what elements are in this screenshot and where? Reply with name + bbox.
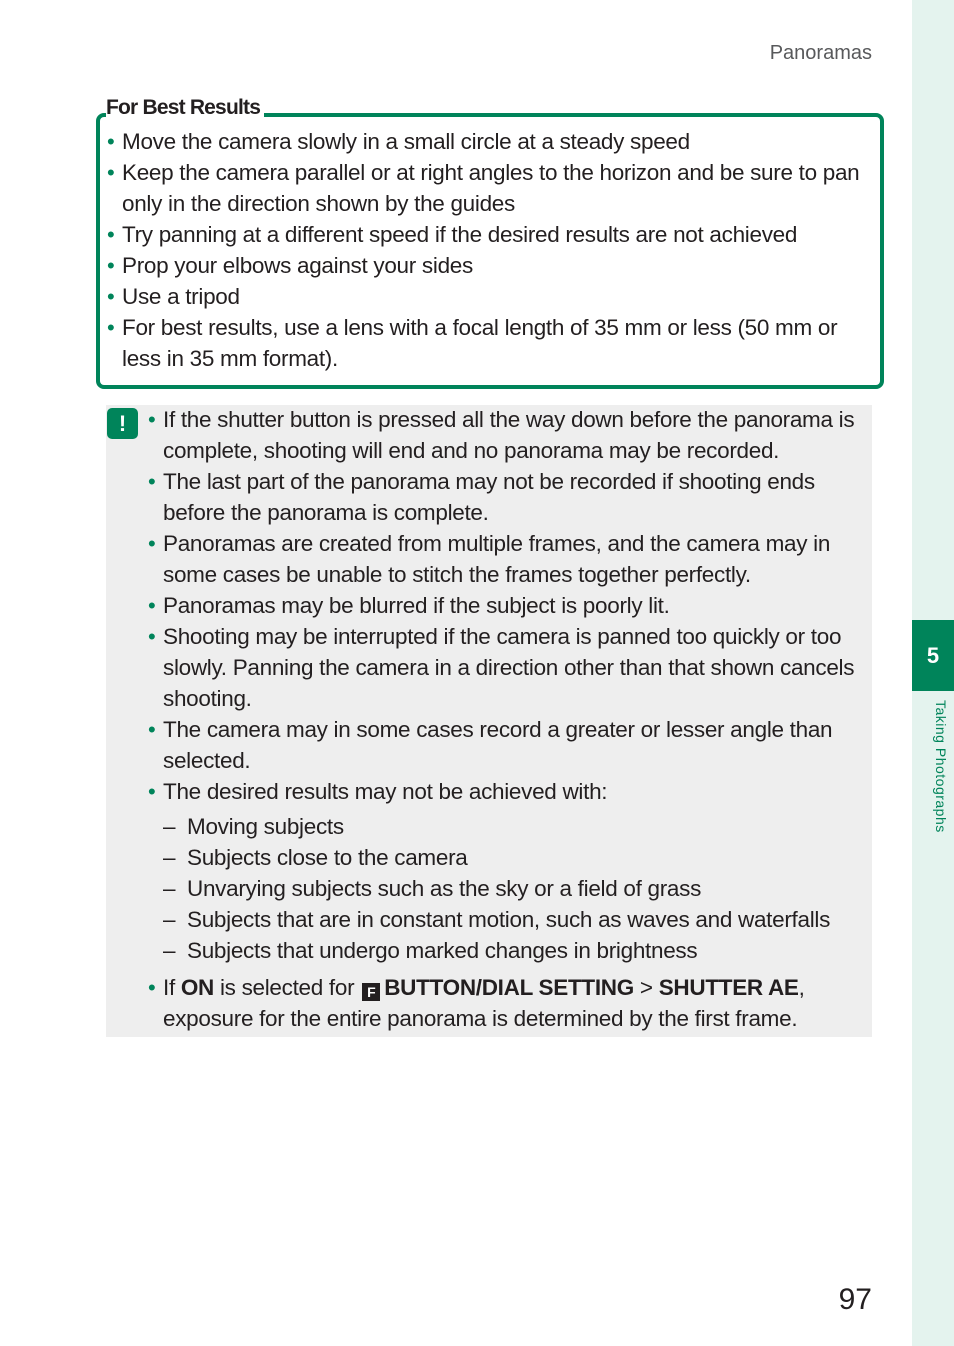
dash-icon: – [163,876,176,901]
bullet-icon: • [107,315,115,340]
bullet-icon: • [107,222,115,247]
caution-list [148,404,868,1034]
sublist [163,811,868,966]
list-item [148,528,868,590]
bullet-icon: • [148,624,156,649]
text-fragment: If [163,975,181,1000]
sublist-item-text: Subjects that undergo marked changes in brightness [187,938,698,963]
dash-icon: – [163,814,176,839]
list-item [148,714,868,776]
list-item [148,972,868,1034]
dash-icon: – [163,938,176,963]
bullet-icon: • [148,975,156,1000]
list-item-text: If the shutter button is pressed all the way down before the panorama is complete, shooting will end and no panorama may be recorded. [163,407,855,463]
list-item-text: Shooting may be interrupted if the camera is panned too quickly or too slowly. Panning the camera in a direction other than that shown cancels shooting. [163,624,855,711]
list-item [107,157,873,219]
bullet-icon: • [148,779,156,804]
list-item [148,404,868,466]
sublist-item-text: Moving subjects [187,814,344,839]
list-item-text: Use a tripod [122,284,240,309]
bullet-icon: • [148,469,156,494]
text-fragment: , exposure for the entire panorama is determined by the first frame. [163,975,805,1031]
bullet-icon: • [107,253,115,278]
setting-name: BUTTON/DIAL SETTING [384,975,634,1000]
sublist-item [163,873,868,904]
list-item-text: The camera may in some cases record a greater or lesser angle than selected. [163,717,833,773]
sublist-item [163,904,868,935]
list-item [148,590,868,621]
list-item-text: Panoramas are created from multiple frames, and the camera may in some cases be unable to stitch the frames together perfectly. [163,531,831,587]
list-item-text: The last part of the panorama may not be recorded if shooting ends before the panorama is complete. [163,469,815,525]
best-results-list [107,126,873,374]
function-button-icon: F [362,983,380,1001]
chapter-number-tab: 5 [912,620,954,691]
bullet-icon: • [148,717,156,742]
bullet-icon: • [148,407,156,432]
list-item-text: Prop your elbows against your sides [122,253,473,278]
list-item-text: Move the camera slowly in a small circle at a steady speed [122,129,690,154]
sublist-item [163,842,868,873]
shutter-ae-option: SHUTTER AE [658,975,799,1000]
bullet-icon: • [107,129,115,154]
list-item [107,126,873,157]
chapter-name: Taking Photographs [933,700,949,833]
on-option: ON [180,975,215,1000]
list-item-text: Try panning at a different speed if the desired results are not achieved [122,222,798,247]
sublist-item [163,811,868,842]
list-item-text: Panoramas may be blurred if the subject is poorly lit. [163,593,670,618]
list-item [107,312,873,374]
list-item-text: Keep the camera parallel or at right angles to the horizon and be sure to pan only in the direction shown by the guides [122,160,860,216]
sublist-item-text: Unvarying subjects such as the sky or a field of grass [187,876,702,901]
list-item-text: For best results, use a lens with a focal length of 35 mm or less (50 mm or less in 35 mm format). [122,315,838,371]
bullet-icon: • [107,160,115,185]
sublist-item-text: Subjects close to the camera [187,845,468,870]
sublist-item [163,935,868,966]
bullet-icon: • [148,531,156,556]
bullet-icon: • [148,593,156,618]
list-item [107,281,873,312]
text-fragment: > [633,975,659,1000]
page-header-title: Panoramas [769,42,872,64]
best-results-title: For Best Results [106,96,264,120]
list-item [107,250,873,281]
sublist-item-text: Subjects that are in constant motion, such as waves and waterfalls [187,907,831,932]
list-item [107,219,873,250]
caution-icon: ! [107,408,138,439]
dash-icon: – [163,907,176,932]
list-item-text: The desired results may not be achieved with: [163,779,608,804]
bullet-icon: • [107,284,115,309]
list-item [148,621,868,714]
dash-icon: – [163,845,176,870]
list-item [148,466,868,528]
list-item [148,776,868,966]
text-fragment: is selected for [214,975,361,1000]
page-number: 97 [838,1283,872,1316]
